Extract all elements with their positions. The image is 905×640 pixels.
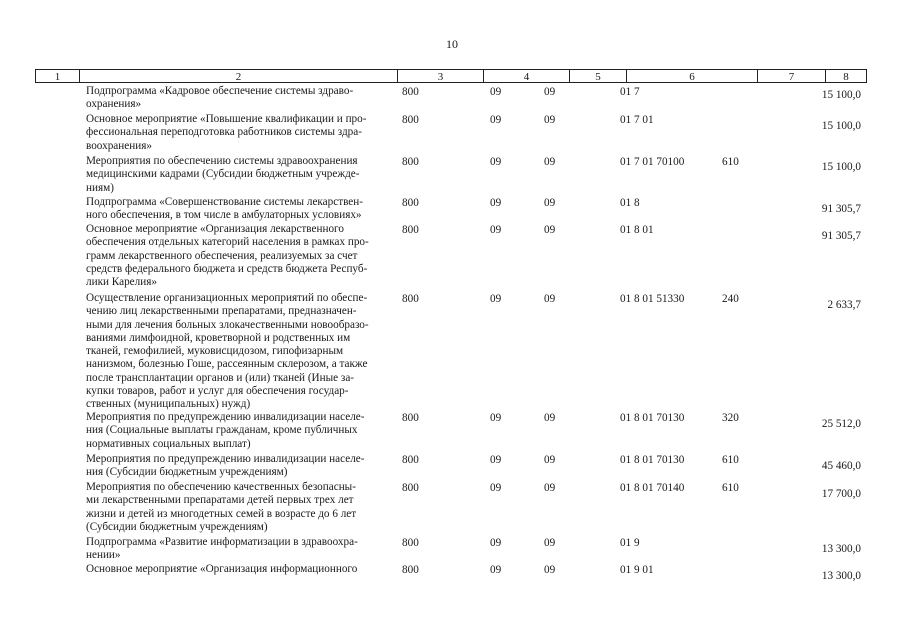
description-line: Основное мероприятие «Организация информационного <box>86 563 358 575</box>
description-line: нанизмом, болезнью Гоше, рассеянным склерозом, а также <box>86 358 368 371</box>
row-description <box>86 536 386 563</box>
header-col-5: 5 <box>569 69 626 83</box>
row-code-5: 09 <box>544 482 556 494</box>
header-col-8: 8 <box>825 69 867 83</box>
row-code-6: 01 8 01 70140 <box>620 482 685 494</box>
row-code-4: 09 <box>490 537 502 549</box>
description-line: тканей, гемофилией, муковисцидозом, гипофизарным <box>86 345 344 358</box>
description-line: воохранения» <box>86 139 152 152</box>
row-code-3: 800 <box>402 86 419 98</box>
row-description <box>86 113 386 153</box>
row-code-4: 09 <box>490 197 502 209</box>
row-description <box>86 481 386 534</box>
row-amount: 25 512,0 <box>821 418 861 430</box>
row-code-4: 09 <box>490 454 502 466</box>
description-line: Основное мероприятие «Повышение квалификации и про- <box>86 113 367 125</box>
row-code-4: 09 <box>490 412 502 424</box>
row-code-6: 01 9 01 <box>620 564 654 576</box>
description-line: Мероприятия по обеспечению системы здравоохранения <box>86 155 358 167</box>
row-code-4: 09 <box>490 156 502 168</box>
description-line: ния (Социальные выплаты гражданам, кроме публичных <box>86 424 358 437</box>
description-line: Подпрограмма «Кадровое обеспечение системы здраво- <box>86 85 354 97</box>
description-line: лики Карелия» <box>86 276 157 289</box>
row-code-5: 09 <box>544 114 556 126</box>
row-description <box>86 85 386 112</box>
description-line: нормативных социальных выплат) <box>86 437 251 450</box>
row-code-5: 09 <box>544 197 556 209</box>
header-col-7: 7 <box>757 69 825 83</box>
row-code-3: 800 <box>402 564 419 576</box>
description-line: медицинскими кадрами (Субсидии бюджетным учрежде- <box>86 168 360 181</box>
row-code-3: 800 <box>402 114 419 126</box>
row-amount: 91 305,7 <box>821 230 861 242</box>
row-code-4: 09 <box>490 482 502 494</box>
description-line: ваниями лимфоидной, кроветворной и родственных им <box>86 331 351 344</box>
row-code-7: 240 <box>722 293 739 305</box>
row-code-4: 09 <box>490 564 502 576</box>
header-col-1: 1 <box>35 69 79 83</box>
row-code-4: 09 <box>490 114 502 126</box>
description-line: жизни и детей из многодетных семей в возрасте до 6 лет <box>86 507 357 520</box>
description-line: Мероприятия по обеспечению качественных безопасны- <box>86 481 356 493</box>
row-code-5: 09 <box>544 564 556 576</box>
row-amount: 91 305,7 <box>821 203 861 215</box>
description-line: фессиональная переподготовка работников системы здра- <box>86 126 362 139</box>
header-col-6: 6 <box>626 69 757 83</box>
row-amount: 15 100,0 <box>821 89 861 101</box>
table-header <box>35 69 867 84</box>
description-line: ниям) <box>86 181 114 194</box>
description-line: ными для лечения больных злокачественными новообразо- <box>86 318 369 331</box>
row-code-6: 01 8 01 70130 <box>620 412 685 424</box>
description-line: купки товаров, работ и услуг для обеспечения государ- <box>86 385 349 398</box>
row-code-5: 09 <box>544 224 556 236</box>
row-code-5: 09 <box>544 293 556 305</box>
row-code-6: 01 8 <box>620 197 640 209</box>
row-code-6: 01 7 01 <box>620 114 654 126</box>
description-line: ственных (муниципальных) нужд) <box>86 398 251 411</box>
row-code-7: 610 <box>722 482 739 494</box>
row-code-5: 09 <box>544 156 556 168</box>
row-code-3: 800 <box>402 197 419 209</box>
row-code-3: 800 <box>402 224 419 236</box>
row-description <box>86 563 386 576</box>
row-code-5: 09 <box>544 412 556 424</box>
description-line: после трансплантации органов и (или) тканей (Иные за- <box>86 371 355 384</box>
row-code-7: 610 <box>722 156 739 168</box>
description-line: чению лиц лекарственными препаратами, предназначен- <box>86 305 357 318</box>
row-code-4: 09 <box>490 224 502 236</box>
row-code-3: 800 <box>402 482 419 494</box>
description-line: ного обеспечения, в том числе в амбулаторных условиях» <box>86 209 362 222</box>
row-code-3: 800 <box>402 537 419 549</box>
row-amount: 45 460,0 <box>821 460 861 472</box>
description-line: нении» <box>86 549 121 562</box>
row-code-6: 01 9 <box>620 537 640 549</box>
row-code-3: 800 <box>402 412 419 424</box>
row-description <box>86 196 386 223</box>
row-amount: 17 700,0 <box>821 488 861 500</box>
description-line: ми лекарственными препаратами детей первых трех лет <box>86 494 354 507</box>
header-col-3: 3 <box>397 69 483 83</box>
row-code-7: 610 <box>722 454 739 466</box>
row-code-3: 800 <box>402 156 419 168</box>
row-description <box>86 292 386 412</box>
row-code-6: 01 8 01 51330 <box>620 293 685 305</box>
row-code-6: 01 7 01 70100 <box>620 156 685 168</box>
description-line: (Субсидии бюджетным учреждениям) <box>86 520 268 533</box>
row-description <box>86 155 386 195</box>
header-col-4: 4 <box>483 69 569 83</box>
description-line: Основное мероприятие «Организация лекарственного <box>86 223 344 235</box>
description-line: Осуществление организационных мероприятий по обеспе- <box>86 292 368 304</box>
row-description <box>86 453 386 480</box>
description-line: Мероприятия по предупреждению инвалидизации населе- <box>86 453 365 465</box>
row-code-4: 09 <box>490 293 502 305</box>
description-line: средств федерального бюджета и средств бюджета Респуб- <box>86 262 368 275</box>
row-amount: 15 100,0 <box>821 161 861 173</box>
row-code-6: 01 7 <box>620 86 640 98</box>
row-code-5: 09 <box>544 537 556 549</box>
row-code-4: 09 <box>490 86 502 98</box>
row-amount: 13 300,0 <box>821 570 861 582</box>
row-code-7: 320 <box>722 412 739 424</box>
row-code-3: 800 <box>402 293 419 305</box>
description-line: Подпрограмма «Развитие информатизации в здравоохра- <box>86 536 358 548</box>
page-number: 10 <box>446 37 458 51</box>
row-code-3: 800 <box>402 454 419 466</box>
row-amount: 15 100,0 <box>821 120 861 132</box>
description-line: обеспечения отдельных категорий населения в рамках про- <box>86 236 369 249</box>
row-code-6: 01 8 01 <box>620 224 654 236</box>
row-amount: 13 300,0 <box>821 543 861 555</box>
description-line: охранения» <box>86 98 142 111</box>
header-col-2: 2 <box>79 69 397 83</box>
row-description <box>86 223 386 289</box>
description-line: ния (Субсидии бюджетным учреждениям) <box>86 466 288 479</box>
row-amount: 2 633,7 <box>827 299 861 311</box>
row-code-5: 09 <box>544 86 556 98</box>
description-line: Подпрограмма «Совершенствование системы лекарствен- <box>86 196 363 208</box>
description-line: Мероприятия по предупреждению инвалидизации населе- <box>86 411 365 423</box>
description-line: грамм лекарственного обеспечения, реализуемых за счет <box>86 249 358 262</box>
row-code-6: 01 8 01 70130 <box>620 454 685 466</box>
row-description <box>86 411 386 451</box>
row-code-5: 09 <box>544 454 556 466</box>
